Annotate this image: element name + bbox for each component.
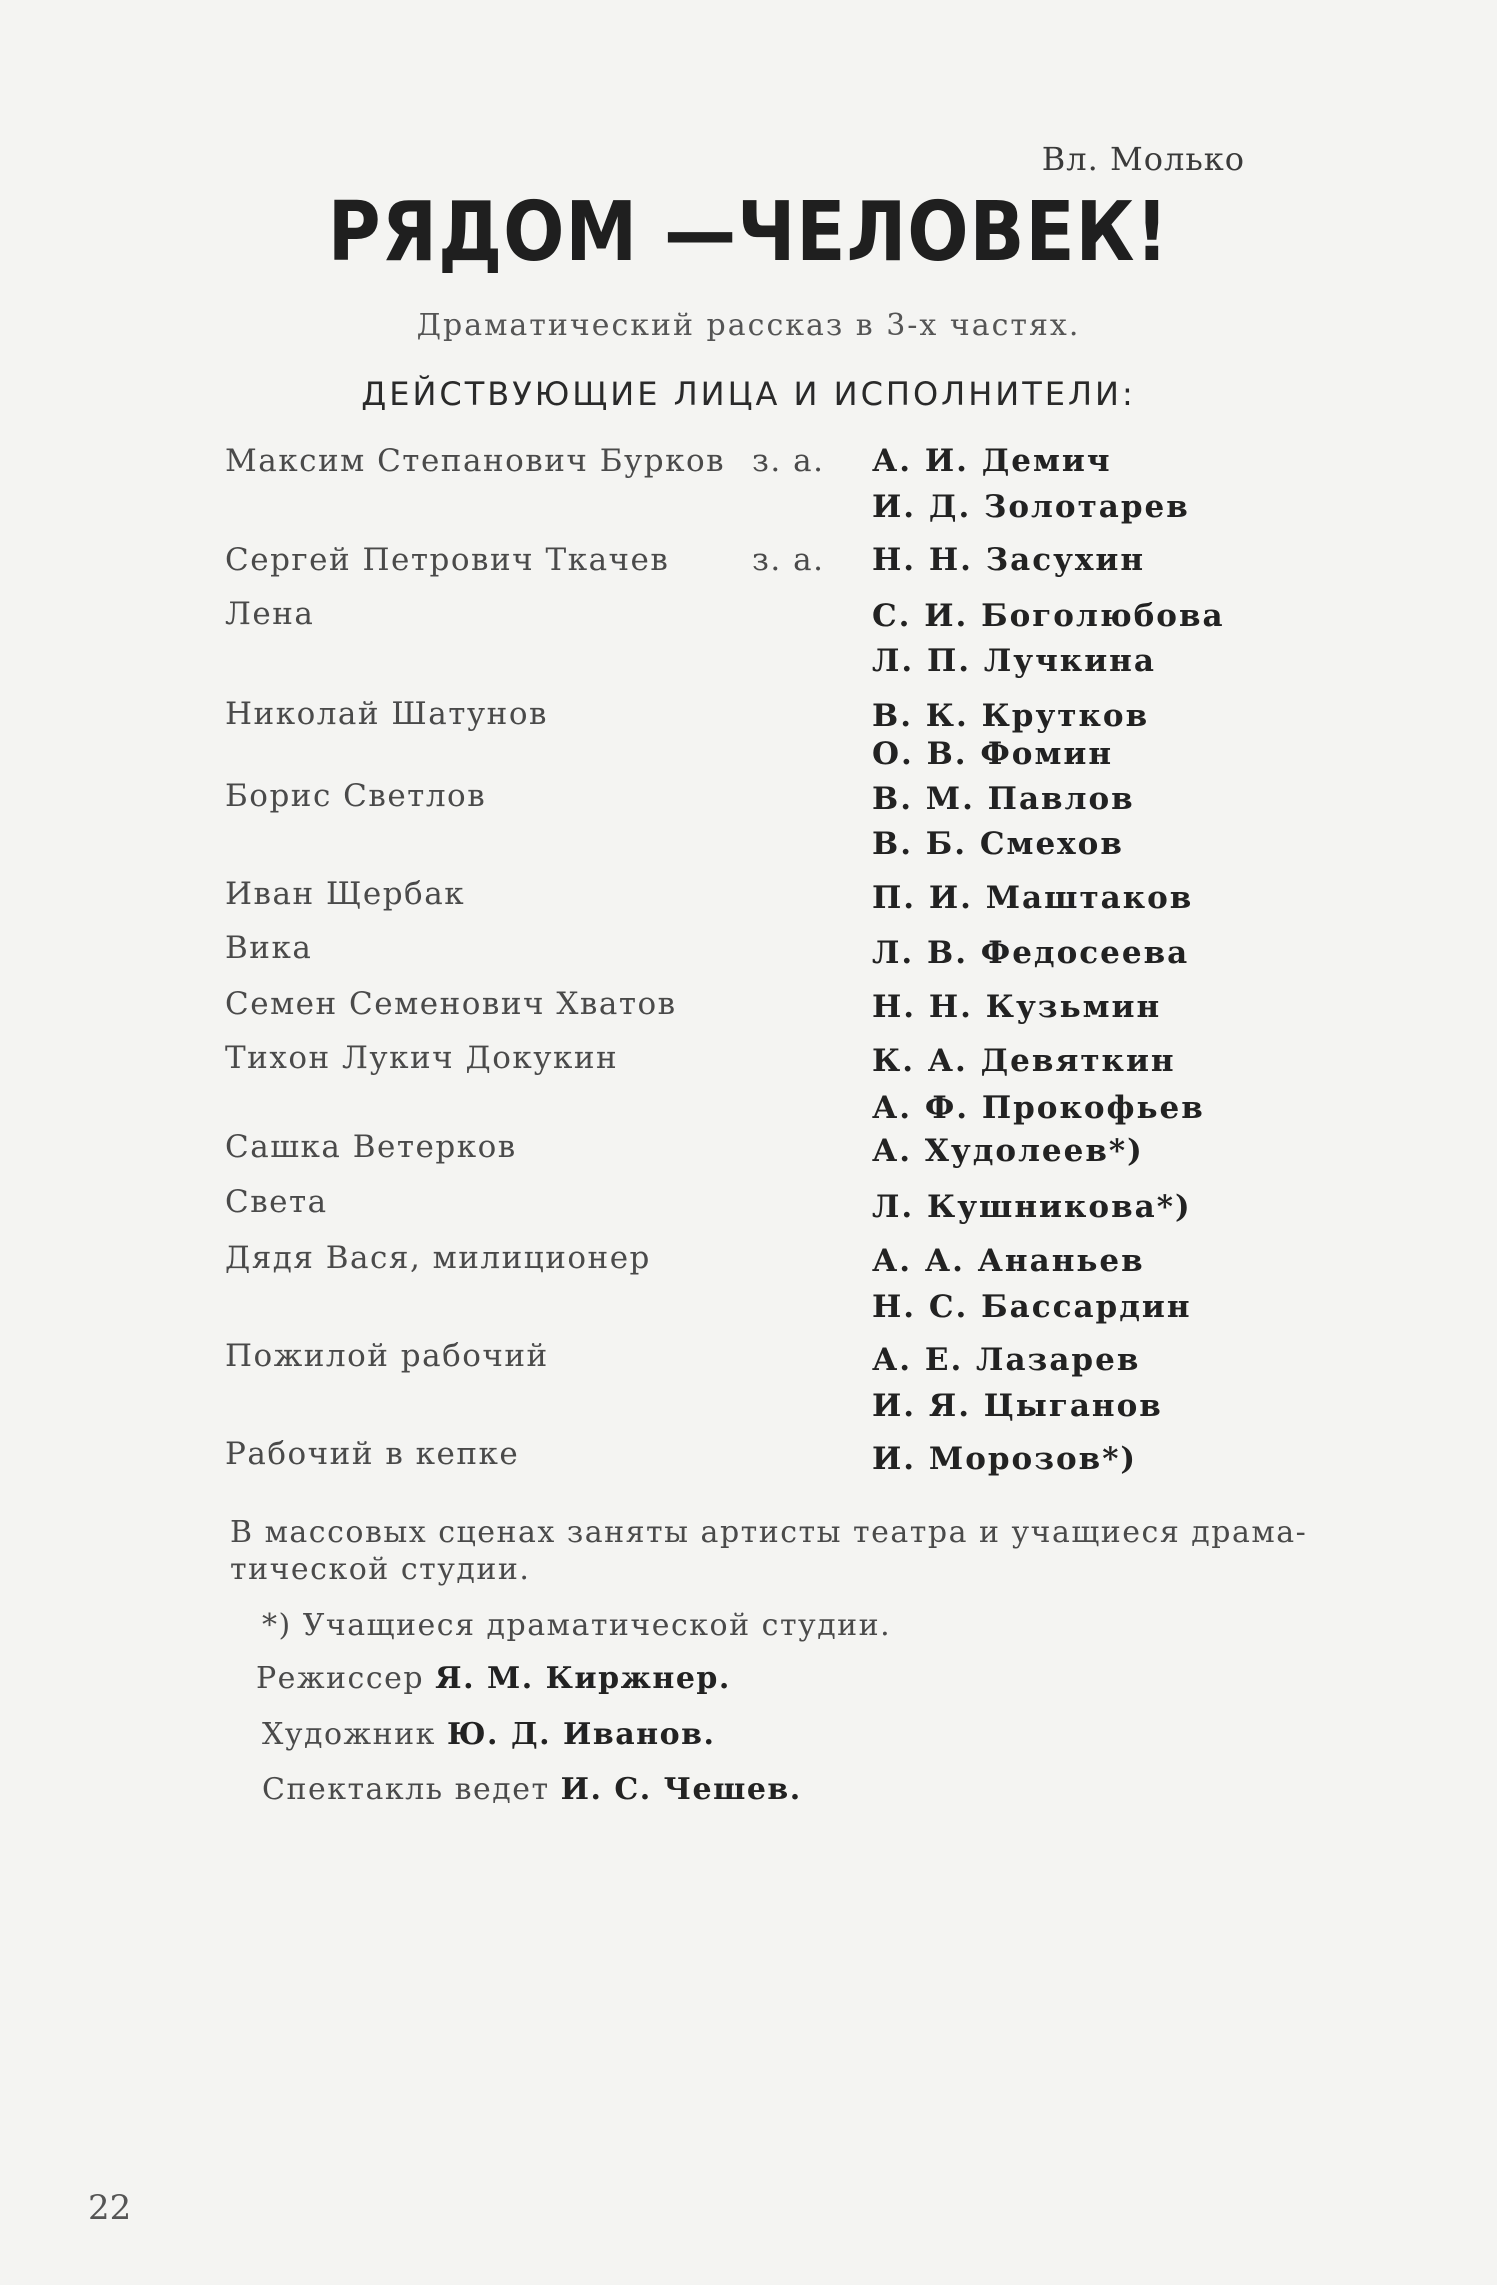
cast-actor: Л. В. Федосеева bbox=[872, 935, 1190, 971]
footnote: *) Учащиеся драматической студии. bbox=[262, 1608, 892, 1643]
artist-name: Ю. Д. Иванов. bbox=[446, 1717, 716, 1752]
cast-actor: В. М. Павлов bbox=[872, 781, 1135, 817]
cast-role: Борис Светлов bbox=[225, 778, 487, 814]
cast-actor: Н. С. Бассардин bbox=[872, 1289, 1192, 1325]
cast-actor: С. И. Боголюбова bbox=[872, 598, 1225, 634]
cast-role: Николай Шатунов bbox=[225, 696, 548, 732]
cast-actor: Л. П. Лучкина bbox=[872, 643, 1156, 679]
cast-actor: О. В. Фомин bbox=[872, 736, 1114, 772]
cast-actor: К. А. Девяткин bbox=[872, 1043, 1176, 1079]
cast-role: Вика bbox=[225, 930, 313, 966]
cast-actor: А. И. Демич bbox=[872, 443, 1112, 479]
cast-actor: А. Е. Лазарев bbox=[872, 1342, 1141, 1378]
cast-actor: Н. Н. Кузьмин bbox=[872, 989, 1162, 1025]
author: Вл. Молько bbox=[1041, 140, 1245, 178]
stage-manager-credit bbox=[262, 1772, 802, 1807]
stage-manager-label: Спектакль ведет bbox=[262, 1772, 550, 1807]
cast-title: з. а. bbox=[752, 443, 825, 479]
play-title: РЯДОМ —ЧЕЛОВЕК! bbox=[327, 185, 1170, 280]
cast-role: Сашка Ветерков bbox=[225, 1129, 517, 1165]
cast-role: Иван Щербак bbox=[225, 876, 466, 912]
cast-role: Пожилой рабочий bbox=[225, 1338, 549, 1374]
cast-actor: Л. Кушникова*) bbox=[872, 1189, 1192, 1225]
page-number: 22 bbox=[88, 2188, 132, 2228]
cast-role: Света bbox=[225, 1184, 328, 1220]
cast-actor: А. Худолеев*) bbox=[872, 1133, 1144, 1169]
stage-manager-name: И. С. Чешев. bbox=[560, 1772, 802, 1807]
cast-role: Рабочий в кепке bbox=[225, 1436, 520, 1472]
cast-heading: ДЕЙСТВУЮЩИЕ ЛИЦА И ИСПОЛНИТЕЛИ: bbox=[361, 375, 1136, 413]
cast-actor: И. Я. Цыганов bbox=[872, 1388, 1163, 1424]
cast-role: Лена bbox=[225, 596, 315, 632]
director-credit bbox=[256, 1661, 731, 1696]
director-name: Я. М. Киржнер. bbox=[435, 1661, 731, 1696]
cast-role: Тихон Лукич Докукин bbox=[225, 1040, 619, 1076]
cast-actor: П. И. Маштаков bbox=[872, 880, 1194, 916]
cast-actor: В. К. Крутков bbox=[872, 698, 1150, 734]
cast-actor: А. Ф. Прокофьев bbox=[872, 1090, 1205, 1126]
cast-actor: В. Б. Смехов bbox=[872, 826, 1124, 862]
cast-role: Сергей Петрович Ткачев bbox=[225, 542, 670, 578]
artist-label: Художник bbox=[262, 1717, 436, 1752]
cast-actor: И. Морозов*) bbox=[872, 1441, 1138, 1477]
cast-title: з. а. bbox=[752, 542, 825, 578]
director-label: Режиссер bbox=[256, 1661, 425, 1696]
cast-role: Максим Степанович Бурков bbox=[225, 443, 726, 479]
cast-actor: Н. Н. Засухин bbox=[872, 542, 1146, 578]
cast-role: Семен Семенович Хватов bbox=[225, 986, 677, 1022]
cast-actor: И. Д. Золотарев bbox=[872, 489, 1190, 525]
cast-actor: А. А. Ананьев bbox=[872, 1243, 1145, 1279]
mass-scenes-note: В массовых сценах заняты артисты театра и учащиеся драма- bbox=[230, 1515, 1308, 1550]
mass-scenes-note-cont: тической студии. bbox=[230, 1552, 531, 1587]
artist-credit bbox=[262, 1717, 715, 1752]
play-subtitle: Драматический рассказ в 3-х частях. bbox=[416, 308, 1081, 343]
cast-role: Дядя Вася, милиционер bbox=[225, 1240, 651, 1276]
